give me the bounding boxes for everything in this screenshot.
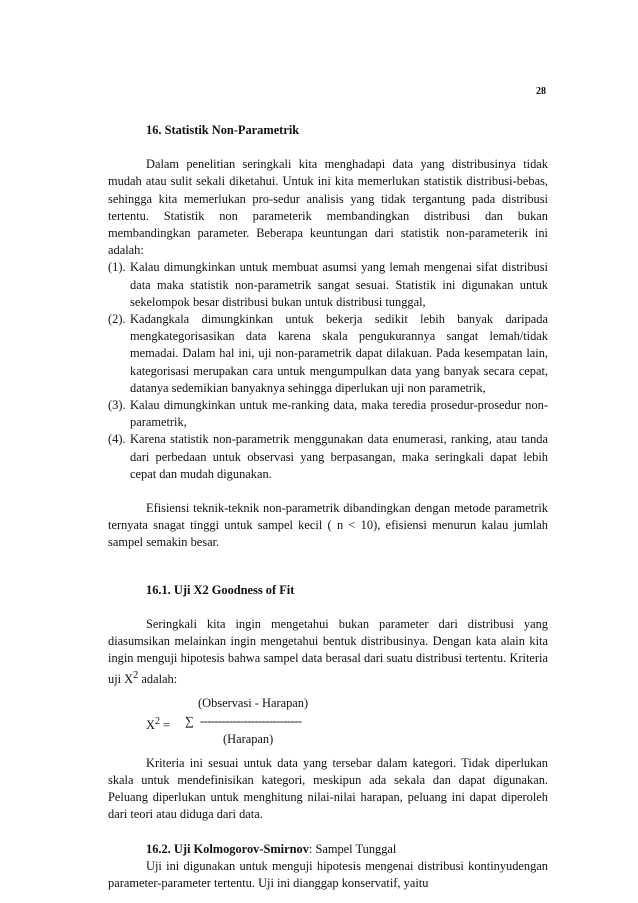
- chi-square-formula: [108, 695, 548, 755]
- efficiency-paragraph: Efisiensi teknik-teknik non-parametrik dibandingkan dengan metode parametrik ternyata snagat tinggi untuk sampel kecil ( n < 10), efisiensi menurun kalau jumlah sampel semakin besar.: [108, 501, 548, 550]
- page-number: 28: [536, 86, 546, 97]
- formula-lhs: [146, 713, 170, 734]
- list-item: [108, 431, 548, 483]
- section-16-2-subtitle: : Sampel Tunggal: [308, 841, 397, 856]
- intro-text-end: adalah:: [138, 672, 178, 687]
- section-16-intro: Dalam penelitian seringkali kita menghadapi data yang distribusinya tidak mudah atau sulit sekali diketahui. Untuk ini kita memerlukan statistik distribusi-bebas, sehingga kita memerlukan pro-sedur analisis yang tidak tergantung pada distribusi tertentu. Statistik non parameterik membandingkan distribusi dan bukan membandingkan parameter. Beberapa keuntungan dari statistik non-parameterik ini adalah:: [108, 157, 548, 258]
- formula-exponent: 2: [154, 715, 160, 727]
- superscript: 2: [133, 670, 139, 682]
- advantages-list: [108, 259, 548, 483]
- criteria-paragraph: Kriteria ini sesuai untuk data yang tersebar dalam kategori. Tidak diperlukan skala untuk mendefinisikan kategori, meskipun ada sekala dan dapat digunakan. Peluang diperlukan untuk menghitung nilai-nilai harapan, peluang ini dapat diperoleh dari teori atau diduga dari data.: [108, 755, 548, 822]
- formula-equals: =: [159, 717, 171, 732]
- list-item: [108, 311, 548, 397]
- list-item-text: Kalau dimungkinkan untuk me-ranking data, maka teredia prosedur-prosedur non-parametrik,: [130, 398, 548, 430]
- formula-numerator: (Observasi - Harapan): [198, 695, 309, 710]
- list-item-number: (4).: [108, 432, 126, 447]
- list-item: [108, 259, 548, 311]
- intro-text: Seringkali kita ingin mengetahui bukan parameter dari distribusi yang diasumsikan melainkan ingin mengetahui bentuk distribusinya. Dengan kata alain kita ingin menguji hipotesis bahwa sampel data berasal dari suatu distribusi tertentu. Kriteria uji X: [108, 616, 548, 687]
- list-item: [108, 397, 548, 431]
- fraction-bar: ----------------------------: [200, 713, 302, 728]
- section-16-2-title: 16.2. Uji Kolmogorov-Smirnov: [146, 841, 309, 856]
- list-item-text: Kadangkala dimungkinkan untuk bekerja sedikit lebih banyak daripada mengkategorisasikan data karena skala pengukurannya sangat lemah/tidak memadai. Dalam hal ini, uji non-parametrik dapat dilakuan. Pada kesempatan lain, kategorisasi merupakan cara untuk mengumpulkan data yang banyak secara cepat, datanya sedemikian banyaknya sehingga diperlukan uji non parametrik,: [130, 312, 548, 395]
- list-item-number: (1).: [108, 260, 126, 275]
- sigma-symbol: ∑: [185, 713, 194, 728]
- section-16-2-text: Uji ini digunakan untuk menguji hipotesis mengenai distribusi kontinyudengan parameter-parameter tertentu. Uji ini dianggap konservatif, yaitu: [108, 858, 548, 891]
- section-16-2-heading: [108, 841, 548, 858]
- section-16-1-intro: [108, 616, 548, 689]
- section-16-heading: 16. Statistik Non-Parametrik: [146, 123, 300, 137]
- list-item-number: (3).: [108, 398, 126, 413]
- list-item-number: (2).: [108, 312, 126, 327]
- section-16-1-heading: 16.1. Uji X2 Goodness of Fit: [146, 582, 295, 597]
- formula-symbol: X: [146, 717, 155, 732]
- list-item-text: Kalau dimungkinkan untuk membuat asumsi yang lemah mengenai sifat distribusi data maka statistik non-parametrik sangat sesuai. Statistik ini digunakan untuk sekelompok besar distribusi bukan untuk distribusi tunggal,: [130, 260, 548, 309]
- document-body: [108, 122, 548, 892]
- formula-denominator: (Harapan): [223, 731, 274, 746]
- list-item-text: Karena statistik non-parametrik menggunakan data enumerasi, ranking, atau tanda dari perbedaan untuk observasi yang berpasangan, maka seringkali dapat lebih cepat dan mudah digunakan.: [130, 432, 548, 481]
